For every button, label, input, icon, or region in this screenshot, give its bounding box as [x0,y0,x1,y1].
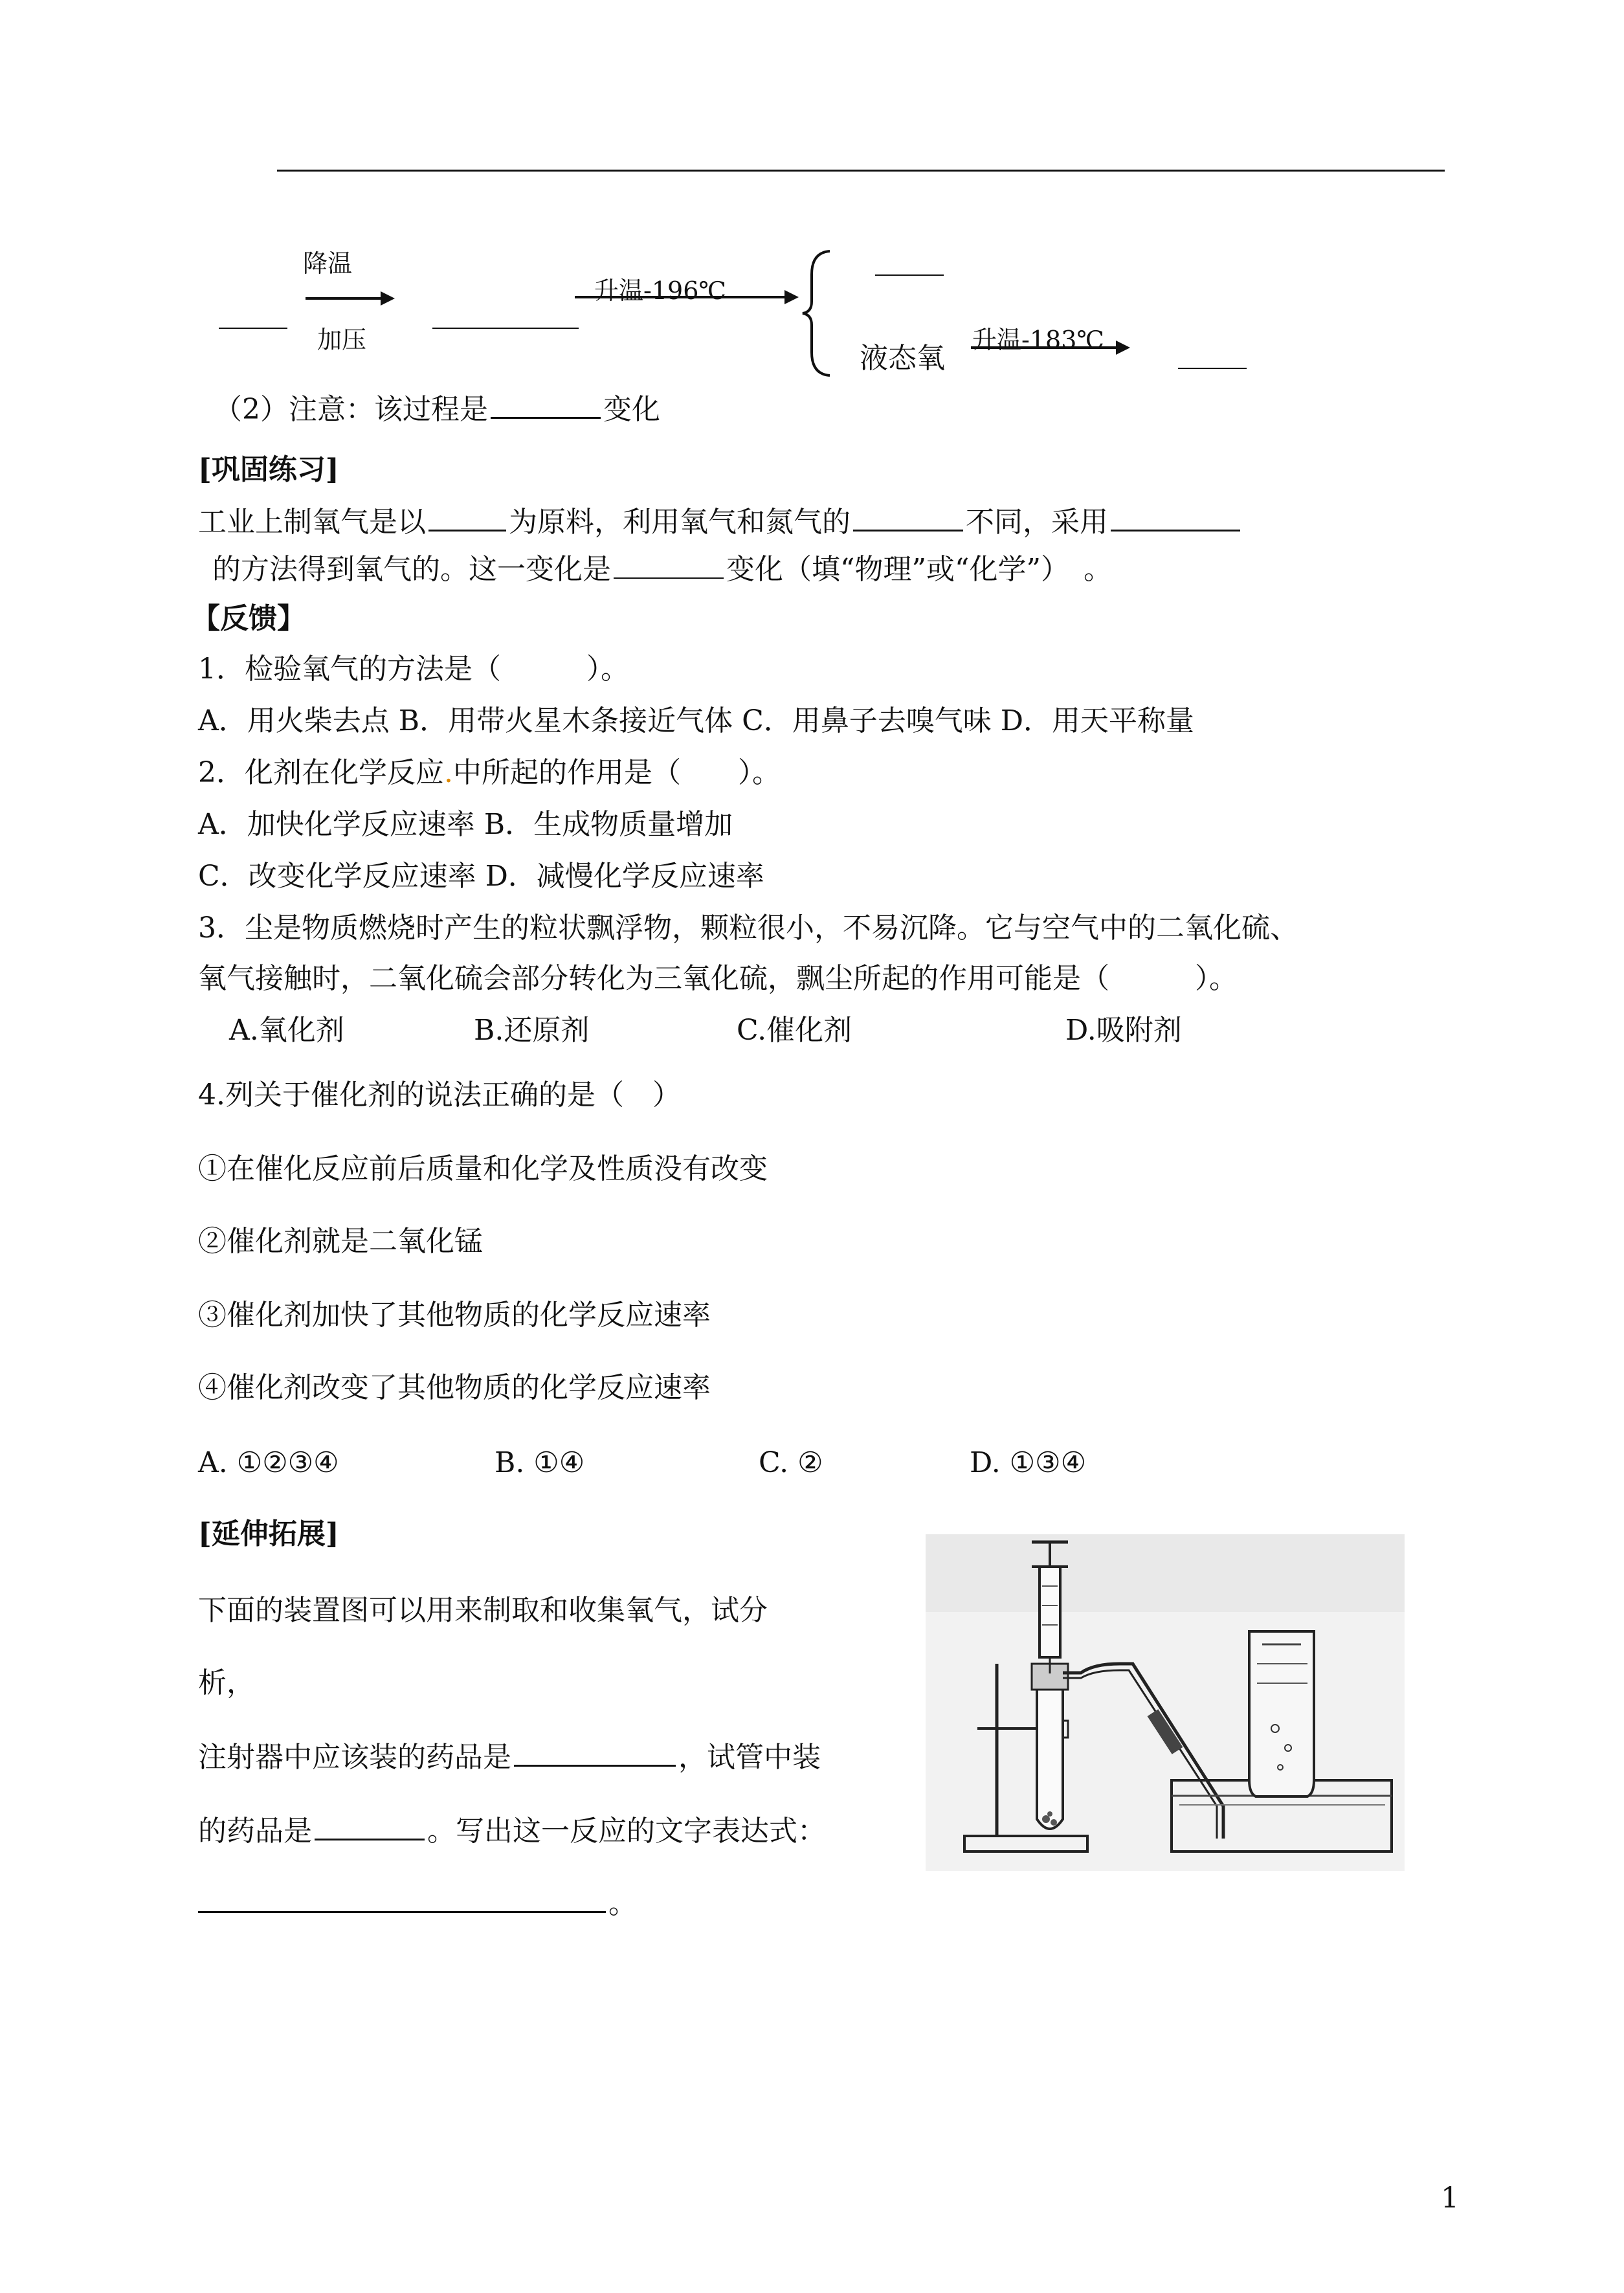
blank-syringe-reagent[interactable] [514,1739,676,1767]
question-4-option-a: A. ①②③④ [198,1446,339,1479]
extension-line-1: 下面的装置图可以用来制取和收集氧气，试分 [198,1594,768,1627]
question-3-line-1 [198,910,1298,946]
text-segment: ，试管中装 [678,1741,821,1774]
blank-air [219,328,287,329]
blank-liquid-air [432,328,579,329]
question-3-option-d: D.吸附剂 [1065,1014,1182,1047]
text-segment: 的方法得到氧气的。这一变化是 [212,553,611,586]
question-3-line-2: 氧气接触时，二氧化硫会部分转化为三氧化硫，飘尘所起的作用可能是（ ）。 [198,962,1238,995]
question-3-option-a: A.氧化剂 [229,1014,344,1047]
text-segment: 中所起的作用是（ ）。 [453,756,781,789]
question-3-option-c: C.催化剂 [737,1014,852,1047]
section-heading-feedback: 【反馈】 [192,602,306,635]
question-2-options-1: A．加快化学反应速率 B．生成物质量增加 [198,808,733,841]
arrow-right-icon [971,338,1133,357]
statement-1: ①在催化反应前后质量和化学及性质没有改变 [198,1152,768,1185]
text-segment: 为原料，利用氧气和氮气的 [509,506,851,539]
text-segment: 的药品是 [198,1815,312,1848]
text-segment: 注射器中应该装的药品是 [198,1741,511,1774]
question-2 [198,755,781,791]
mark-dot: . [444,756,453,789]
blank-method[interactable] [1111,504,1240,531]
note-blank[interactable] [491,391,601,419]
consolidate-line-2 [212,552,1112,588]
extension-line-4 [198,1813,826,1850]
question-2-options-2: C．改变化学反应速率 D．减慢化学反应速率 [198,860,764,893]
section-heading-consolidate: [巩固练习] [198,453,339,486]
question-4: 4.列关于催化剂的说法正确的是（ ） [198,1079,681,1112]
page-number: 1 [1441,2182,1459,2215]
text-segment: 2．化剂在化学反应 [198,756,444,789]
text-segment: 工业上制氧气是以 [198,506,426,539]
label-liquid-oxygen: 液态氧 [860,342,945,375]
text-segment: 烧时产生的粒状飘浮物，颗粒很小，不易沉降。它与空气中的二氧化硫、 [387,912,1298,945]
statement-3: ③催化剂加快了其他物质的化学反应速率 [198,1299,711,1332]
label-lower-temp: 降温 [303,249,353,278]
statement-2: ②催化剂就是二氧化锰 [198,1225,483,1258]
blank-property[interactable] [853,504,963,531]
blank-word-equation[interactable] [198,1885,606,1913]
text-segment: 。写出这一反应的文字表达式： [427,1815,826,1848]
blank-nitrogen [875,274,944,276]
consolidate-line-1 [198,504,1243,541]
section-heading-extension: [延伸拓展] [198,1517,339,1550]
header-rule [277,170,1445,172]
extension-line-2: 析， [198,1666,255,1699]
question-1-options: A．用火柴去点 B．用带火星木条接近气体 C．用鼻子去嗅气味 D．用天平称量 [198,704,1195,737]
question-4-option-d: D. ①③④ [970,1446,1087,1479]
note-line [214,391,660,428]
text-segment: 3．尘是物质燃 [198,912,387,945]
blank-raw-material[interactable] [428,504,506,531]
question-1: 1．检验氧气的方法是（ ）。 [198,653,629,686]
blank-tube-reagent[interactable] [315,1813,425,1840]
label-warm-183: 升温-183℃ [972,326,1104,354]
arrow-right-icon [575,287,801,307]
question-3-option-b: B.还原剂 [474,1014,590,1047]
label-pressurize: 加压 [317,326,367,354]
blank-oxygen-gas [1178,368,1247,369]
label-warm-196: 升温-196℃ [594,276,726,305]
brace-icon [800,249,832,378]
blank-change-type[interactable] [614,552,724,579]
oxygen-apparatus-figure [926,1534,1405,1871]
note-suffix: 变化 [603,393,660,426]
question-4-option-c: C. ② [759,1446,823,1479]
extension-line-3 [198,1739,821,1776]
note-prefix: （2）注意：该过程是 [214,393,488,426]
text-segment: 不同，采用 [966,506,1108,539]
text-segment: 。 [608,1887,637,1920]
statement-4: ④催化剂改变了其他物质的化学反应速率 [198,1371,711,1404]
extension-line-5 [198,1885,637,1922]
text-segment: 变化（填“物理”或“化学”） 。 [726,553,1112,586]
question-4-option-b: B. ①④ [495,1446,585,1479]
arrow-right-icon [306,289,396,308]
